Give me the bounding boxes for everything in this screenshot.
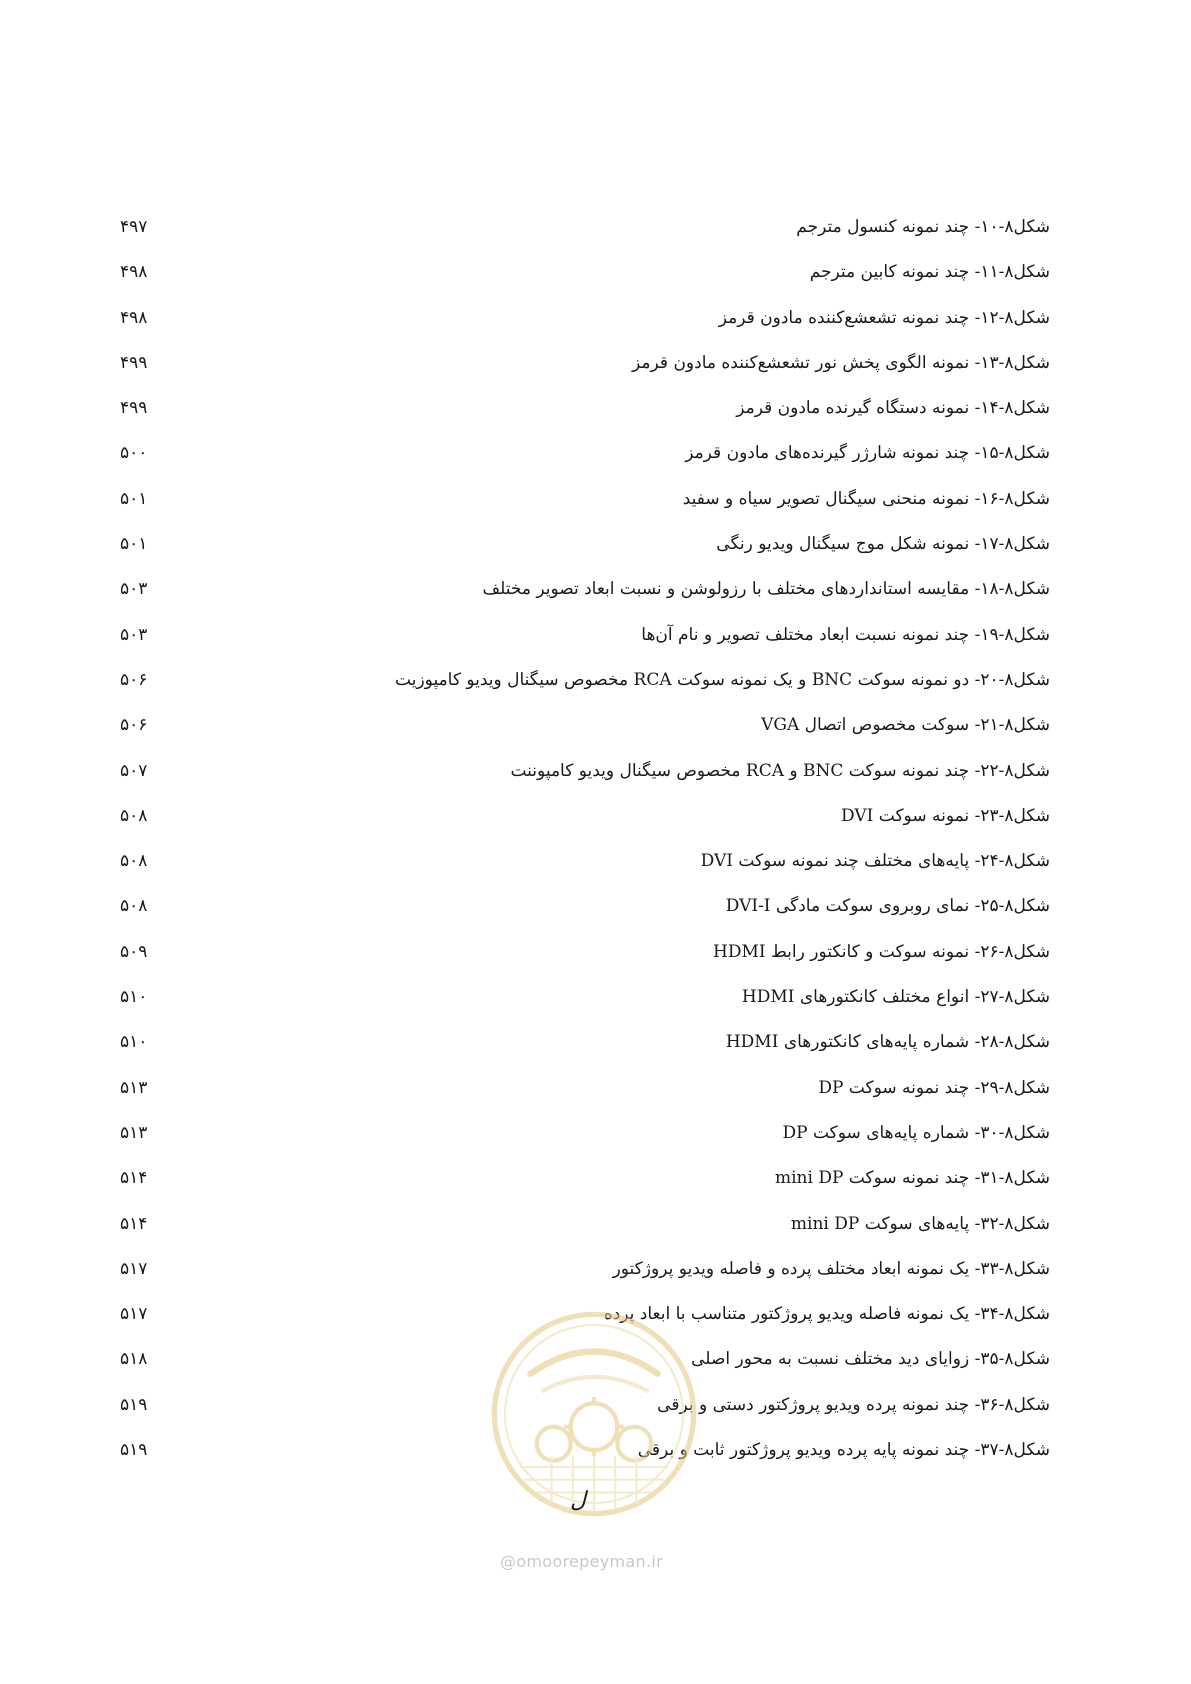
toc-entry	[120, 574, 1050, 619]
toc-entry-page: ۵۰۹	[120, 941, 148, 962]
toc-entry-title: شکل۸-۳۲- پایه‌های سوکت mini DP	[790, 1213, 1050, 1234]
toc-entry	[120, 1118, 1050, 1163]
toc-entry	[120, 212, 1050, 257]
toc-entry-title: شکل۸-۲۶- نمونه سوکت و کانکتور رابط HDMI	[713, 941, 1050, 962]
toc-entry-title: شکل۸-۱۱- چند نمونه کابین مترجم	[809, 262, 1050, 283]
watermark-url	[500, 1552, 663, 1571]
toc-entry	[120, 529, 1050, 574]
toc-entry	[120, 620, 1050, 665]
toc-entry	[120, 1209, 1050, 1254]
toc-entry	[120, 257, 1050, 302]
toc-entry-page: ۵۱۹	[120, 1394, 148, 1415]
toc-entry-title: شکل۸-۱۴- نمونه دستگاه گیرنده مادون قرمز	[736, 398, 1050, 419]
toc-entry-title: شکل۸-۳۴- یک نمونه فاصله ویدیو پروژکتور متناسب با ابعاد پرده	[603, 1304, 1050, 1325]
toc-entry	[120, 1073, 1050, 1118]
table-of-figures	[120, 212, 1050, 1480]
toc-entry-title: شکل۸-۳۰- شماره پایه‌های سوکت DP	[782, 1122, 1050, 1143]
page-number: ل	[570, 1488, 586, 1513]
toc-entry	[120, 710, 1050, 755]
toc-entry-page: ۴۹۸	[120, 307, 148, 328]
watermark-logo-icon	[488, 1308, 700, 1520]
toc-entry-title: شکل۸-۱۳- نمونه الگوی پخش نور تشعشع‌کننده مادون قرمز	[632, 352, 1050, 373]
toc-entry-title: شکل۸-۱۶- نمونه منحنی سیگنال تصویر سیاه و سفید	[682, 488, 1050, 509]
toc-entry-page: ۵۰۷	[120, 760, 148, 781]
toc-entry-page: ۵۰۱	[120, 488, 148, 509]
toc-entry	[120, 937, 1050, 982]
toc-entry	[120, 665, 1050, 710]
toc-entry-page: ۴۹۹	[120, 398, 148, 419]
toc-entry-page: ۵۰۸	[120, 896, 148, 917]
toc-entry-page: ۵۰۸	[120, 805, 148, 826]
toc-entry	[120, 438, 1050, 483]
toc-entry	[120, 1027, 1050, 1072]
toc-entry-title: شکل۸-۱۰- چند نمونه کنسول مترجم	[796, 217, 1050, 237]
toc-entry-title: شکل۸-۲۸- شماره پایه‌های کانکتورهای HDMI	[725, 1032, 1050, 1053]
toc-entry-page: ۴۹۸	[120, 262, 148, 283]
toc-entry-page: ۴۹۹	[120, 352, 148, 373]
toc-entry-page: ۵۱۰	[120, 987, 148, 1008]
toc-entry-title: شکل۸-۲۲- چند نمونه سوکت BNC و RCA مخصوص سیگنال ویدیو کامپوننت	[510, 760, 1050, 781]
toc-entry-page: ۵۱۷	[120, 1304, 148, 1325]
toc-entry	[120, 348, 1050, 393]
toc-entry-title: شکل۸-۱۵- چند نمونه شارژر گیرنده‌های مادون قرمز	[685, 443, 1050, 464]
toc-entry-title: شکل۸-۲۱- سوکت مخصوص اتصال VGA	[761, 715, 1050, 736]
toc-entry-title: شکل۸-۳۶- چند نمونه پرده ویدیو پروژکتور دستی و برقی	[657, 1394, 1050, 1415]
toc-entry-title: شکل۸-۱۹- چند نمونه نسبت ابعاد مختلف تصویر و نام آن‌ها	[641, 624, 1050, 645]
toc-entry-page: ۵۰۰	[120, 443, 148, 464]
toc-entry-title: شکل۸-۲۰- دو نمونه سوکت BNC و یک نمونه سوکت RCA مخصوص سیگنال ویدیو کامپوزیت	[395, 669, 1050, 690]
toc-entry	[120, 846, 1050, 891]
toc-entry-title: شکل۸-۲۳- نمونه سوکت DVI	[841, 805, 1050, 826]
toc-entry-title: شکل۸-۳۱- چند نمونه سوکت mini DP	[774, 1168, 1050, 1189]
toc-entry	[120, 801, 1050, 846]
toc-entry-title: شکل۸-۳۳- یک نمونه ابعاد مختلف پرده و فاصله ویدیو پروژکتور	[612, 1258, 1050, 1279]
toc-entry-title: شکل۸-۳۵- زوایای دید مختلف نسبت به محور اصلی	[691, 1349, 1050, 1370]
toc-entry-title: شکل۸-۲۵- نمای روبروی سوکت مادگی DVI-I	[725, 896, 1050, 917]
toc-entry-page: ۵۱۹	[120, 1440, 148, 1461]
toc-entry-title: شکل۸-۱۷- نمونه شکل موج سیگنال ویدیو رنگی	[716, 534, 1050, 555]
watermark-url-text: omoorepeyman.ir	[516, 1552, 663, 1571]
toc-entry-page: ۵۰۱	[120, 534, 148, 555]
toc-entry-page: ۵۰۳	[120, 579, 148, 600]
toc-entry-page: ۵۰۶	[120, 715, 148, 736]
toc-entry-page: ۵۱۷	[120, 1258, 148, 1279]
toc-entry-title: شکل۸-۲۴- پایه‌های مختلف چند نمونه سوکت DVI	[700, 851, 1050, 872]
toc-entry-page: ۵۱۳	[120, 1122, 148, 1143]
toc-entry	[120, 1254, 1050, 1299]
toc-entry-page: ۵۰۳	[120, 624, 148, 645]
toc-entry-page: ۵۱۴	[120, 1168, 148, 1189]
toc-entry	[120, 756, 1050, 801]
toc-entry	[120, 891, 1050, 936]
watermark-mark-icon: @	[500, 1552, 517, 1571]
toc-entry	[120, 484, 1050, 529]
toc-entry-page: ۵۱۸	[120, 1349, 148, 1370]
toc-entry	[120, 982, 1050, 1027]
toc-entry-title: شکل۸-۱۲- چند نمونه تشعشع‌کننده مادون قرمز	[718, 307, 1050, 328]
toc-entry-page: ۵۱۴	[120, 1213, 148, 1234]
toc-entry-page: ۵۱۰	[120, 1032, 148, 1053]
toc-entry-page: ۴۹۷	[120, 217, 148, 237]
toc-entry-page: ۵۱۳	[120, 1077, 148, 1098]
toc-entry	[120, 393, 1050, 438]
toc-entry-title: شکل۸-۳۷- چند نمونه پایه پرده ویدیو پروژکتور ثابت و برقی	[637, 1440, 1050, 1461]
toc-entry-title: شکل۸-۲۹- چند نمونه سوکت DP	[818, 1077, 1050, 1098]
toc-entry-page: ۵۰۶	[120, 669, 148, 690]
toc-entry-page: ۵۰۸	[120, 851, 148, 872]
toc-entry-title: شکل۸-۲۷- انواع مختلف کانکتورهای HDMI	[741, 987, 1050, 1008]
toc-entry	[120, 303, 1050, 348]
toc-entry	[120, 1163, 1050, 1208]
toc-entry-title: شکل۸-۱۸- مقایسه استانداردهای مختلف با رزولوشن و نسبت ابعاد تصویر مختلف	[482, 579, 1050, 600]
